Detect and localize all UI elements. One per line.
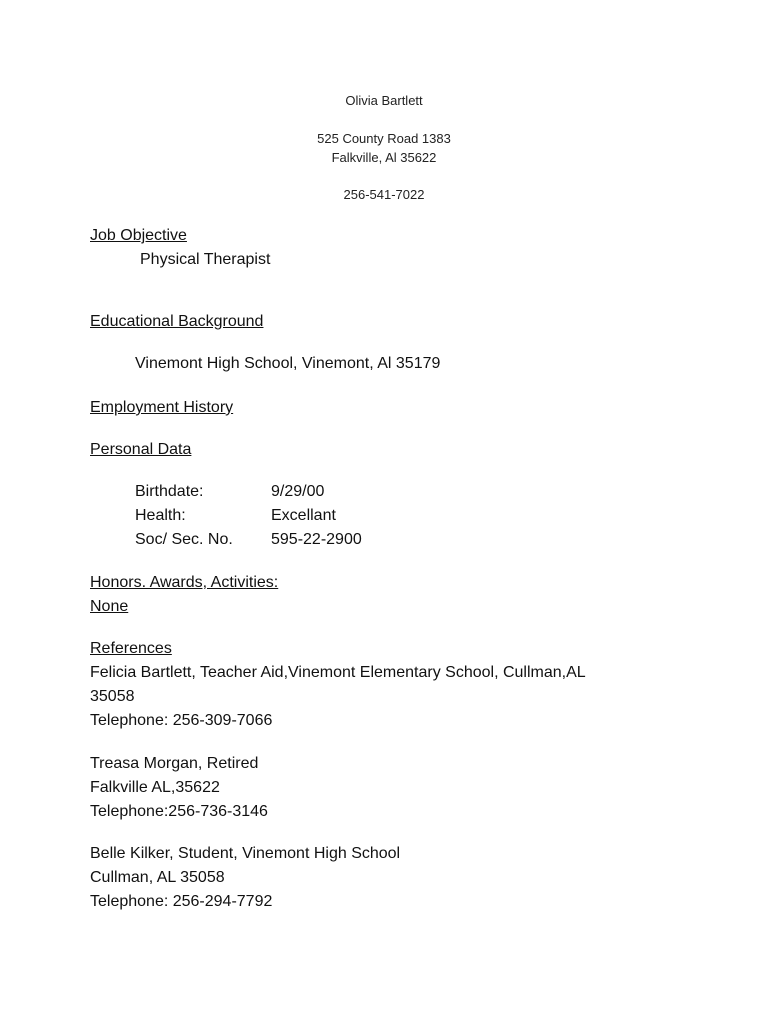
health-value: Excellant [271, 507, 336, 524]
reference-1-line-2: 35058 [90, 688, 135, 705]
address-line-1: 525 County Road 1383 [317, 131, 451, 146]
birthdate-label: Birthdate: [135, 483, 204, 500]
honors-heading: Honors. Awards, Activities: [90, 574, 279, 591]
reference-3-line-1: Belle Kilker, Student, Vinemont High School [90, 845, 401, 862]
references-heading: References [90, 640, 172, 657]
reference-1-telephone: Telephone: 256-309-7066 [90, 712, 273, 729]
reference-3-telephone: Telephone: 256-294-7792 [90, 893, 273, 910]
health-label: Health: [135, 507, 186, 524]
ssn-value: 595-22-2900 [271, 531, 362, 548]
applicant-name: Olivia Bartlett [345, 93, 423, 108]
ssn-label: Soc/ Sec. No. [135, 531, 233, 548]
education-school: Vinemont High School, Vinemont, Al 35179 [135, 355, 441, 372]
job-objective-value: Physical Therapist [140, 251, 271, 268]
job-objective-heading: Job Objective [90, 227, 187, 244]
birthdate-value: 9/29/00 [271, 483, 325, 500]
reference-2-line-1: Treasa Morgan, Retired [90, 755, 259, 772]
employment-heading: Employment History [90, 399, 234, 416]
address-line-2: Falkville, Al 35622 [331, 150, 437, 165]
personal-data-heading: Personal Data [90, 441, 192, 458]
education-heading: Educational Background [90, 313, 264, 330]
reference-2-line-2: Falkville AL,35622 [90, 779, 220, 796]
reference-1-line-1: Felicia Bartlett, Teacher Aid,Vinemont Elementary School, Cullman,AL [90, 664, 586, 681]
reference-2-telephone: Telephone:256-736-3146 [90, 803, 268, 820]
reference-3-line-2: Cullman, AL 35058 [90, 869, 225, 886]
honors-value: None [90, 598, 129, 615]
phone-number: 256-541-7022 [343, 187, 425, 202]
